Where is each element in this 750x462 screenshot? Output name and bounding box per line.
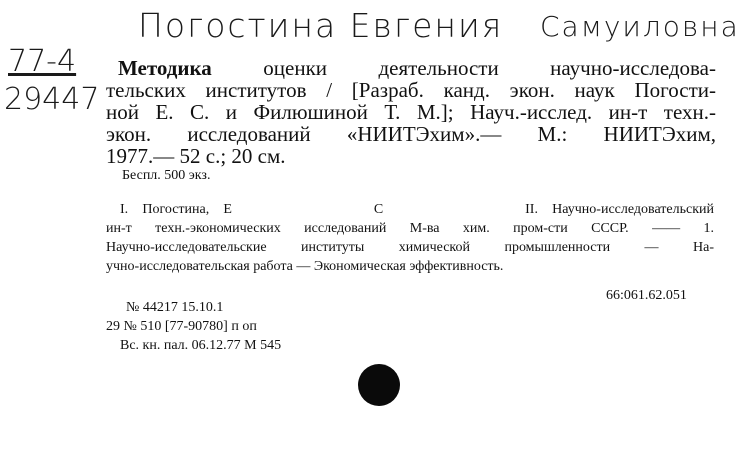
tracing-line-1: I. Погостина, Е С II. Научно-исследовательский (120, 202, 714, 217)
service-note-2: 29 № 510 [77-90780] п оп (106, 319, 257, 334)
classification-index: 66:061.62.051 (606, 288, 687, 303)
handwritten-inventory-number: 29447 (4, 82, 100, 117)
handwritten-shelf-mark: 77-4 (8, 44, 77, 79)
card-punch-hole (358, 364, 400, 406)
handwritten-patronymic: Самуиловна (540, 10, 740, 43)
circulation-note: Беспл. 500 экз. (122, 168, 211, 183)
tracing-line-4: учно-исследовательская работа — Экономическая эффективность. (106, 259, 504, 274)
title-lead-word: Методика (118, 56, 212, 80)
service-note-1: № 44217 15.10.1 (126, 300, 224, 315)
description-line-3: ной Е. С. и Филюшиной Т. М.]; Науч.-исслед. ин-т техн.- (106, 100, 716, 124)
description-line-2: тельских институтов / [Разраб. канд. экон. наук Погости- (106, 78, 716, 102)
tracing-line-3: Научно-исследовательские институты химической промышленности — На- (106, 240, 714, 255)
description-line-5: 1977.— 52 с.; 20 см. (106, 144, 286, 168)
tracing-line-2: ин-т техн.-экономических исследований М-ва хим. пром-сти СССР. —— 1. (106, 221, 714, 236)
title-rest: оценки деятельности научно-исследова- (263, 56, 716, 80)
service-note-3: Вс. кн. пал. 06.12.77 М 545 (120, 338, 282, 353)
handwritten-author-heading: Погостина Евгения (138, 6, 504, 45)
description-line-4: экон. исследований «НИИТЭхим».— М.: НИИТЭхим, (106, 122, 716, 146)
